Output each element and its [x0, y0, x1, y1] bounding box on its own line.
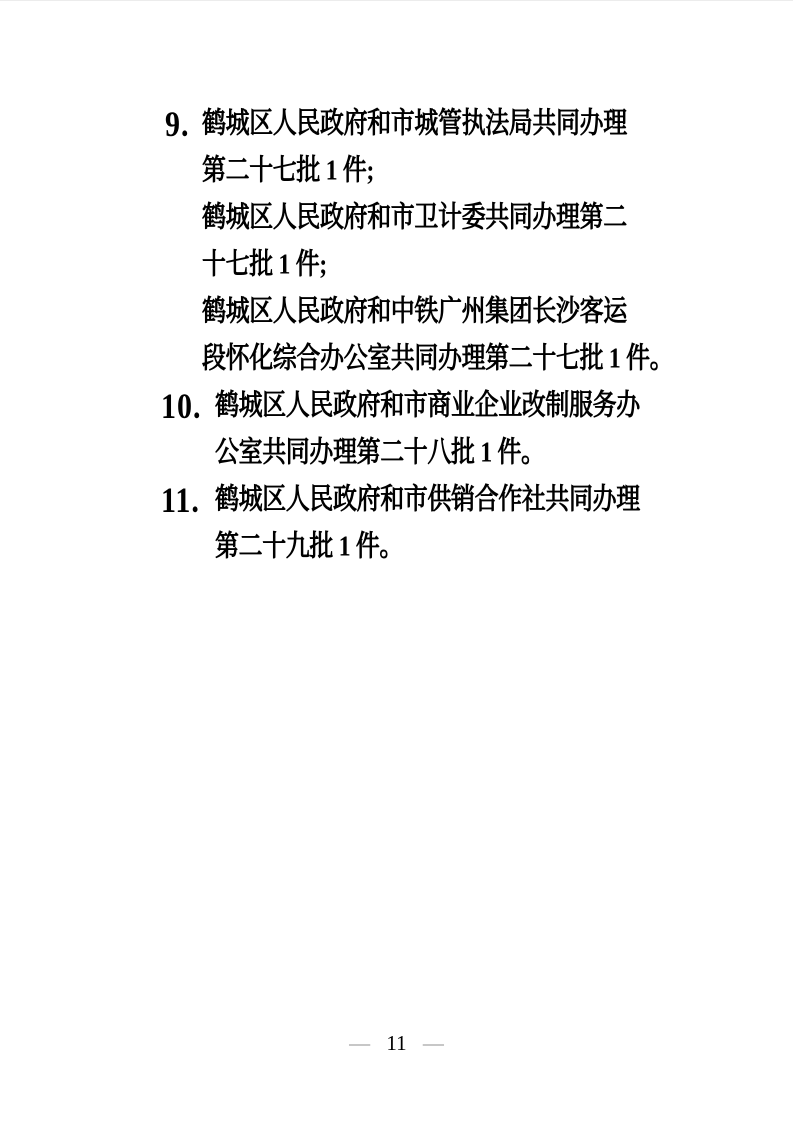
list-item-10	[161, 383, 673, 477]
item-number: 10.	[161, 386, 202, 427]
page-number: 11	[386, 1031, 407, 1055]
text-line: 鹤城区人民政府和市供销合作社共同办理	[215, 484, 640, 516]
text-line: 公室共同办理第二十八批 1 件。	[215, 437, 545, 469]
item-lines	[215, 477, 640, 571]
footer-dash-right: —	[422, 1031, 444, 1055]
body-text	[0, 101, 673, 571]
text-line: 鹤城区人民政府和市卫计委共同办理第二	[202, 202, 627, 234]
text-line: 第二十七批 1 件;	[202, 155, 374, 187]
list-item-9	[165, 101, 673, 383]
text-line: 十七批 1 件;	[202, 249, 327, 281]
item-lines	[215, 383, 640, 477]
text-line: 鹤城区人民政府和中铁广州集团长沙客运	[202, 296, 627, 328]
text-line: 鹤城区人民政府和市城管执法局共同办理	[202, 108, 627, 140]
text-line: 鹤城区人民政府和市商业企业改制服务办	[215, 390, 640, 422]
item-number: 11.	[161, 480, 200, 521]
list-item-11	[161, 477, 673, 571]
item-number: 9.	[165, 104, 190, 145]
text-line: 段怀化综合办公室共同办理第二十七批 1 件。	[202, 343, 674, 375]
page-footer	[0, 1031, 793, 1055]
text-line: 第二十九批 1 件。	[215, 531, 403, 563]
footer-dash-left: —	[349, 1031, 371, 1055]
item-lines	[202, 101, 673, 383]
